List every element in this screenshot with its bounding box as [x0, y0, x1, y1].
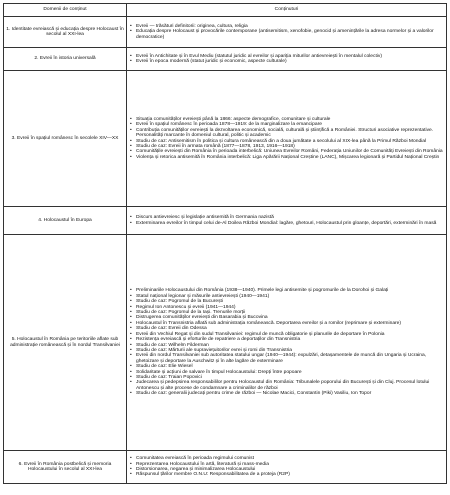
table-row — [4, 48, 447, 71]
list-item: • Statul național legionar și măsurile antievreiești (1940—1941) — [129, 294, 444, 299]
list-item: • Judecarea și pedepsirea responsabililor pentru Holocaustul din România: Tribunalele poporului din București și din Cluj. Procesul lotului Antonescu și alte procese de condamnare a criminalilor de război — [129, 380, 444, 391]
content-cell — [127, 17, 447, 48]
list-item: • Studiu de caz: generalii judecați pentru crime de război — Nicolae Macici, Constantin (Piki) Vasiliu, Ion Topor — [129, 391, 444, 396]
table-row — [4, 235, 447, 451]
list-item: • Distrugerea comunităților evreiești din Basarabia și Bucovina — [129, 315, 444, 320]
content-cell — [127, 451, 447, 484]
domain-cell: 4. Holocaustul în Europa — [4, 207, 127, 235]
list-item: • Studiu de caz: Traian Popovici — [129, 375, 444, 380]
list-item: • Educația despre Holocaust și provocările contemporane (antisemitism, xenofobie, genocid și amenințările la adresa normelor și a valorilor democratice) — [129, 29, 444, 40]
list-item: • Studiu de caz: Evreii în armata română (1877—1878, 1913, 1916—1918) — [129, 144, 444, 149]
list-item: • Evreii din nordul Transilvaniei sub autoritatea statului ungar (1940—1944): expulzări, detașamentele de muncă din Ungaria și Ucraina, ghetoizare și deportare la Auschwitz și în alte lagăre de exterminare — [129, 353, 444, 364]
list-item: • Evreii în spațiul românesc în perioada 1878—1919: de la marginalizare la emancipare — [129, 122, 444, 127]
list-item: • Evreii în Antichitate și în Evul Mediu (statutul juridic al evreilor și apariția miturilor antievreiești în mentalul colectiv) — [129, 54, 444, 59]
list-item: • Răspunsul țărilor membre O.N.U: Responsabilitatea de a proteja (R2P) — [129, 472, 444, 477]
table-row — [4, 207, 447, 235]
list-item: • Holocaustul în Transnistria aflată sub administrația românească. Deportarea evreilor și a romilor (reprimare și exterminare) — [129, 321, 444, 326]
table-row — [4, 451, 447, 484]
domain-cell: 3. Evreii în spațiul românesc în secolele XIV—XX — [4, 71, 127, 207]
list-item: • Situația comunităților evreiești până la 1866: aspecte demografice, comunitare și culturale — [129, 117, 444, 122]
content-cell — [127, 71, 447, 207]
list-item: • Solidaritate și acțiuni de salvare în timpul Holocaustului: Drepți între popoare — [129, 370, 444, 375]
header-content: Conținuturi — [127, 4, 447, 17]
list-item: • Violența și retorica antisemită în România interbelică: Liga Apărării Național Creștine (LANC), Mișcarea legionară și Partidul Național Creștin — [129, 155, 444, 160]
table-header-row — [4, 4, 447, 17]
domain-cell: 2. Evreii în istoria universală — [4, 48, 127, 71]
list-item: • Evreii din Vechiul Regat și din sudul Transilvaniei: regimul de muncă obligatorie și planurile de deportare în Polonia — [129, 332, 444, 337]
header-domain: Domenii de conținut — [4, 4, 127, 17]
list-item: • Regimul Ion Antonescu și evreii (1941—1944) — [129, 305, 444, 310]
domain-cell: 1. Identitate evreiască și educația despre Holocaust în secolul al XXI-lea — [4, 17, 127, 48]
list-item: • Comunitatea evreiască în perioada regimului comunist — [129, 456, 444, 461]
list-item: • Studiu de caz: Evreii din Odessa — [129, 326, 444, 331]
list-item: • Studiu de caz: Elie Wiesel — [129, 364, 444, 369]
content-cell — [127, 235, 447, 451]
domain-cell: 5. Holocaustul în România pe teritoriile aflate sub administrație românească și în nordul Transilvaniei — [4, 235, 127, 451]
list-item: • Discurs antievreiesc și legislație antisemită în Germania nazistă — [129, 215, 444, 220]
list-item: • Exterminarea evreilor în timpul celui de-Al Doilea Război Mondial: lagăre, ghetouri, Holocaustul prin gloanțe, deportări, exterminări în masă — [129, 221, 444, 226]
list-item: • Studiu de caz: Pogromul de la Iași. Trenurile morții — [129, 310, 444, 315]
content-cell — [127, 48, 447, 71]
content-cell — [127, 207, 447, 235]
list-item: • Contribuția comunităților evreiești la dezvoltarea economică, socială, culturală și științifică a României. Structuri asociative reprezentative. Personalități marcante în domeniul cultural, politic și academic — [129, 128, 444, 139]
list-item: • Studiu de caz: Antisemitism în politica și cultura românească din a doua jumătate a secolului al XIX-lea până la Primul Război Mondial — [129, 139, 444, 144]
list-item: • Studiu de caz: Pogromul de la București — [129, 299, 444, 304]
curriculum-table — [3, 3, 447, 484]
domain-cell: 6. Evreii în România postbelică și memoria Holocaustului în secolul al XXI-lea — [4, 451, 127, 484]
list-item: • Preliminariile Holocaustului din România (1938—1940). Primele legi antisemite și pogromurile de la Dorohoi și Galați — [129, 288, 444, 293]
list-item: • Studiu de caz: Wilhelm Filderman — [129, 343, 444, 348]
table-row — [4, 71, 447, 207]
table-row — [4, 17, 447, 48]
list-item: • Distorsionarea, negarea și minimalizarea Holocaustului — [129, 467, 444, 472]
list-item: • Studiu de caz: Mărturii ale supraviețuitorilor evrei și romi din Transnistria — [129, 348, 444, 353]
list-item: • Reprezentarea Holocaustului în artă, literatură și mass-media — [129, 462, 444, 467]
list-item: • Evreii — trăsături definitorii: originea, cultura, religia — [129, 24, 444, 29]
list-item: • Rezistența evreiască și eforturile de repatriere a deportaților din Transnistria — [129, 337, 444, 342]
list-item: • Comunitățile evreiești din România în perioada interbelică: Uniunea Evreilor Români, Federația Uniunilor de Comunități Evreiești din România — [129, 149, 444, 154]
list-item: • Evreii în epoca modernă (statut juridic și economic, aspecte culturale) — [129, 59, 444, 64]
